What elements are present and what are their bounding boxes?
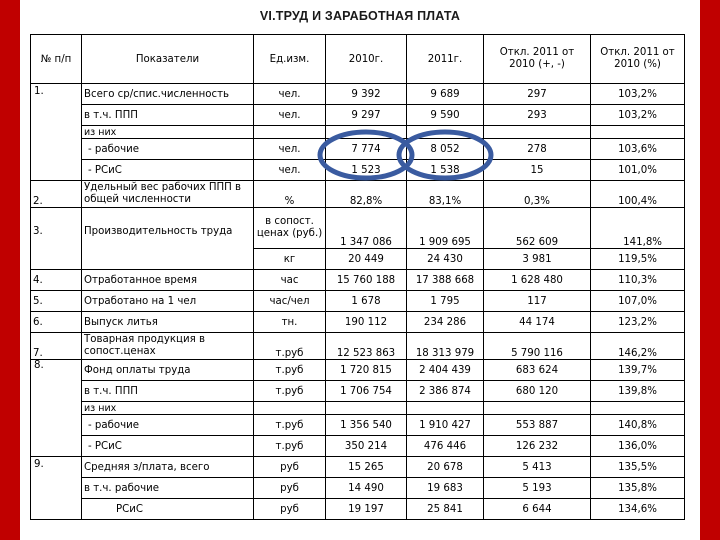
row-2011: 9 590 [407, 105, 484, 126]
row-2011: 2 386 874 [407, 381, 484, 402]
row-number: 6. [31, 312, 82, 333]
row-unit: т.руб [254, 360, 326, 381]
row-diff-abs: 680 120 [484, 381, 591, 402]
row-diff-pct: 140,8% [591, 415, 685, 436]
row-indicator: Производительность труда [82, 208, 254, 270]
table-row [31, 402, 685, 415]
row-2010: 14 490 [326, 478, 407, 499]
row-diff-abs: 0,3% [484, 181, 591, 208]
header-diff-abs: Откл. 2011 от 2010 (+, -) [484, 35, 591, 84]
row-2010: 7 774 [326, 139, 407, 160]
row-unit: т.руб [254, 436, 326, 457]
table-row [31, 139, 685, 160]
row-diff-abs: 117 [484, 291, 591, 312]
table-row [31, 499, 685, 520]
row-2010: 9 392 [326, 84, 407, 105]
row-indicator: - рабочие [82, 139, 254, 160]
row-unit: час [254, 270, 326, 291]
table-row [31, 160, 685, 181]
row-diff-abs: 553 887 [484, 415, 591, 436]
header-2011: 2011г. [407, 35, 484, 84]
table-row [31, 181, 685, 208]
row-diff-pct: 103,2% [591, 105, 685, 126]
row-2011: 1 795 [407, 291, 484, 312]
table-row [31, 84, 685, 105]
row-indicator: Всего ср/спис.численность [82, 84, 254, 105]
row-diff-pct: 139,8% [591, 381, 685, 402]
row-diff-abs: 683 624 [484, 360, 591, 381]
row-2010: 190 112 [326, 312, 407, 333]
row-indicator: в т.ч. рабочие [82, 478, 254, 499]
row-2011: 18 313 979 [407, 333, 484, 360]
row-diff-pct: 100,4% [591, 181, 685, 208]
row-2010: 19 197 [326, 499, 407, 520]
row-unit: т.руб [254, 333, 326, 360]
row-diff-abs: 297 [484, 84, 591, 105]
row-unit: руб [254, 457, 326, 478]
row-indicator: - РСиС [82, 436, 254, 457]
row-2011: 2 404 439 [407, 360, 484, 381]
row-diff-pct: 110,3% [591, 270, 685, 291]
row-unit: час/чел [254, 291, 326, 312]
row-2011: 8 052 [407, 139, 484, 160]
row-indicator: Выпуск литья [82, 312, 254, 333]
row-diff-pct: 101,0% [591, 160, 685, 181]
row-2011: 24 430 [407, 249, 484, 270]
header-row [31, 35, 685, 84]
row-diff-pct: 103,2% [591, 84, 685, 105]
row-number: 2. [31, 181, 82, 208]
row-unit: руб [254, 499, 326, 520]
row-indicator: из них [82, 402, 254, 415]
row-indicator: Отработано на 1 чел [82, 291, 254, 312]
row-unit: в сопост. ценах (руб.) [254, 208, 326, 249]
row-unit: кг [254, 249, 326, 270]
row-diff-pct: 119,5% [591, 249, 685, 270]
row-2010: 1 678 [326, 291, 407, 312]
row-indicator: Удельный вес рабочих ППП в общей численности [82, 181, 254, 208]
row-2011: 476 446 [407, 436, 484, 457]
row-indicator: РСиС [82, 499, 254, 520]
header-unit: Ед.изм. [254, 35, 326, 84]
row-number: 3. [31, 208, 82, 270]
row-diff-abs: 293 [484, 105, 591, 126]
row-diff-abs: 6 644 [484, 499, 591, 520]
table-row [31, 457, 685, 478]
table-row [31, 208, 685, 249]
row-unit: тн. [254, 312, 326, 333]
header-indicator: Показатели [82, 35, 254, 84]
row-number: 8. [31, 360, 82, 457]
table-row [31, 312, 685, 333]
row-indicator: из них [82, 126, 254, 139]
header-2010: 2010г. [326, 35, 407, 84]
row-2011: 19 683 [407, 478, 484, 499]
row-2010: 9 297 [326, 105, 407, 126]
row-2011: 25 841 [407, 499, 484, 520]
row-diff-abs: 5 790 116 [484, 333, 591, 360]
row-diff-pct: 135,5% [591, 457, 685, 478]
row-diff-pct: 107,0% [591, 291, 685, 312]
row-2011: 1 538 [407, 160, 484, 181]
row-2010: 15 265 [326, 457, 407, 478]
row-2010: 1 706 754 [326, 381, 407, 402]
row-number: 5. [31, 291, 82, 312]
row-2010: 12 523 863 [326, 333, 407, 360]
row-2011: 234 286 [407, 312, 484, 333]
table-row [31, 381, 685, 402]
row-indicator: Фонд оплаты труда [82, 360, 254, 381]
row-2010: 82,8% [326, 181, 407, 208]
table-row [31, 360, 685, 381]
row-diff-pct: 134,6% [591, 499, 685, 520]
slide-sheet [20, 0, 700, 540]
row-diff-abs: 5 413 [484, 457, 591, 478]
row-number: 9. [31, 457, 82, 520]
table-row [31, 291, 685, 312]
row-unit: чел. [254, 139, 326, 160]
table-row [31, 415, 685, 436]
row-2011: 1 910 427 [407, 415, 484, 436]
row-2010: 20 449 [326, 249, 407, 270]
row-indicator: Средняя з/плата, всего [82, 457, 254, 478]
row-indicator: Отработанное время [82, 270, 254, 291]
row-2011: 9 689 [407, 84, 484, 105]
table-row [31, 478, 685, 499]
row-indicator: - РСиС [82, 160, 254, 181]
page-title: VI.ТРУД И ЗАРАБОТНАЯ ПЛАТА [259, 9, 461, 23]
row-number: 4. [31, 270, 82, 291]
row-2010: 1 356 540 [326, 415, 407, 436]
row-unit: т.руб [254, 415, 326, 436]
row-diff-pct: 103,6% [591, 139, 685, 160]
row-unit: т.руб [254, 381, 326, 402]
row-diff-abs: 44 174 [484, 312, 591, 333]
row-diff-abs: 278 [484, 139, 591, 160]
row-indicator: в т.ч. ППП [82, 381, 254, 402]
row-indicator: - рабочие [82, 415, 254, 436]
row-2010: 1 720 815 [326, 360, 407, 381]
row-2011: 17 388 668 [407, 270, 484, 291]
row-diff-abs: 126 232 [484, 436, 591, 457]
row-unit: чел. [254, 84, 326, 105]
row-diff-pct: 141,8% [591, 208, 685, 249]
header-diff-pct: Откл. 2011 от 2010 (%) [591, 35, 685, 84]
row-diff-pct: 135,8% [591, 478, 685, 499]
row-diff-abs: 15 [484, 160, 591, 181]
row-indicator: Товарная продукция в сопост.ценах [82, 333, 254, 360]
table-row [31, 436, 685, 457]
row-2011: 20 678 [407, 457, 484, 478]
row-2010: 1 523 [326, 160, 407, 181]
row-diff-pct: 136,0% [591, 436, 685, 457]
row-diff-abs: 1 628 480 [484, 270, 591, 291]
row-diff-pct: 139,7% [591, 360, 685, 381]
row-2010: 1 347 086 [326, 208, 407, 249]
table-row [31, 105, 685, 126]
table-row [31, 270, 685, 291]
row-2010: 15 760 188 [326, 270, 407, 291]
header-num: № п/п [31, 35, 82, 84]
row-2011: 1 909 695 [407, 208, 484, 249]
row-number: 1. [31, 84, 82, 181]
row-unit: чел. [254, 160, 326, 181]
table-row [31, 126, 685, 139]
row-unit: % [254, 181, 326, 208]
labor-table [30, 34, 685, 520]
row-number: 7. [31, 333, 82, 360]
row-unit: чел. [254, 105, 326, 126]
row-diff-pct: 146,2% [591, 333, 685, 360]
row-indicator: в т.ч. ППП [82, 105, 254, 126]
row-2011: 83,1% [407, 181, 484, 208]
row-diff-abs: 3 981 [484, 249, 591, 270]
row-2010: 350 214 [326, 436, 407, 457]
row-diff-abs: 562 609 [484, 208, 591, 249]
table-row [31, 333, 685, 360]
row-diff-abs: 5 193 [484, 478, 591, 499]
row-diff-pct: 123,2% [591, 312, 685, 333]
row-unit: руб [254, 478, 326, 499]
